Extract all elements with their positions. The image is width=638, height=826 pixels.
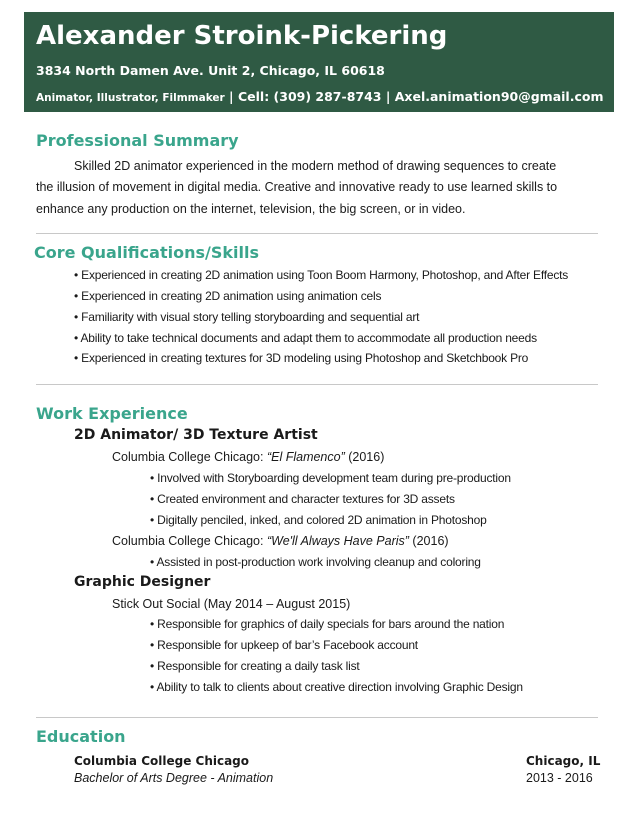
job-duty: • Assisted in post-production work involving cleanup and coloring [150,555,481,569]
project-employer: Columbia College Chicago: [112,534,267,548]
skill-item: • Experienced in creating 2D animation using animation cels [74,289,382,303]
job-title: 2D Animator/ 3D Texture Artist [74,427,318,443]
summary-heading: Professional Summary [36,131,239,150]
skills-heading: Core Qualifications/Skills [34,243,259,262]
job-duty: • Responsible for creating a daily task list [150,659,360,673]
skill-item: • Ability to take technical documents and adapt them to accommodate all production needs [74,331,537,345]
summary-line: enhance any production on the internet, television, the big screen, or in video. [36,202,466,216]
contact-details: | Cell: (309) 287-8743 | Axel.animation90@gmail.com [224,89,604,104]
section-divider [36,233,598,234]
degree: Bachelor of Arts Degree - Animation [74,771,274,785]
job-title: Graphic Designer [74,574,211,590]
skill-item: • Familiarity with visual story telling storyboarding and sequential art [74,310,420,324]
skill-item: • Experienced in creating 2D animation using Toon Boom Harmony, Photoshop, and After Effects [74,268,569,282]
job-duty: • Involved with Storyboarding development team during pre-production [150,471,511,485]
project-title: “El Flamenco” [266,450,345,464]
job-duty: • Responsible for upkeep of bar’s Facebook account [150,638,418,652]
roles: Animator, Illustrator, Filmmaker [36,92,225,104]
job-duty: • Digitally penciled, inked, and colored 2D animation in Photoshop [150,513,487,527]
candidate-name: Alexander Stroink-Pickering [36,21,448,51]
header-banner [24,12,614,112]
education-heading: Education [36,727,126,746]
section-divider [36,717,598,718]
skill-item: • Experienced in creating textures for 3D modeling using Photoshop and Sketchbook Pro [74,351,529,365]
address: 3834 North Damen Ave. Unit 2, Chicago, IL 60618 [36,63,385,78]
education-years: 2013 - 2016 [526,771,593,785]
job-duty: • Created environment and character textures for 3D assets [150,492,455,506]
section-divider [36,384,598,385]
school-location: Chicago, IL [526,754,601,768]
contact-line [36,89,603,104]
summary-line: the illusion of movement in digital media. Creative and innovative ready to use learned skills to [36,180,558,194]
school-name: Columbia College Chicago [74,754,250,768]
project-employer: Columbia College Chicago: [112,450,267,464]
job-duty: • Responsible for graphics of daily specials for bars around the nation [150,617,505,631]
project-year: (2016) [344,450,385,464]
summary-line: Skilled 2D animator experienced in the modern method of drawing sequences to create [74,159,557,173]
work-heading: Work Experience [36,404,188,423]
project-title: “We'll Always Have Paris” [266,534,409,548]
employer-line: Stick Out Social (May 2014 – August 2015) [112,597,351,611]
project-line [112,534,449,548]
job-duty: • Ability to talk to clients about creative direction involving Graphic Design [150,680,523,694]
project-line [112,450,384,464]
project-year: (2016) [408,534,449,548]
